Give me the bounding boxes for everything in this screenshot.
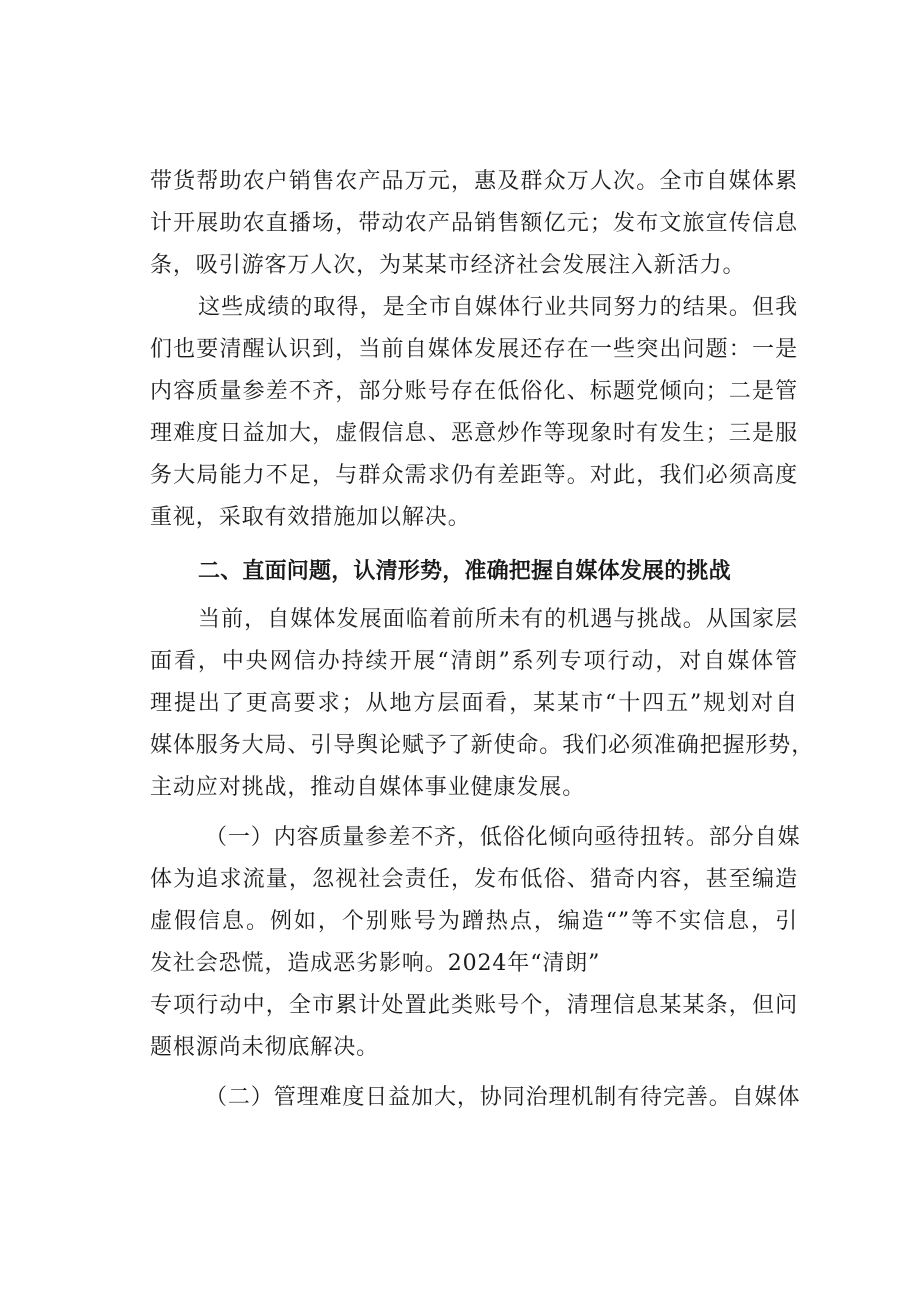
text-line: 理提出了更高要求；从地方层面看，某某市“十四五”规划对自 bbox=[150, 691, 798, 716]
text-line: 面看，中央网信办持续开展“清朗”系列专项行动，对自媒体管 bbox=[150, 649, 798, 674]
text-line: 虚假信息。例如，个别账号为蹭热点，编造“”等不实信息，引 bbox=[150, 909, 798, 934]
text-line: 媒体服务大局、引导舆论赋予了新使命。我们必须准确把握形势， bbox=[150, 733, 815, 758]
paragraph-first-line: 当前，自媒体发展面临着前所未有的机遇与挑战。从国家层 bbox=[198, 607, 798, 632]
text-line: 题根源尚未彻底解决。 bbox=[150, 1035, 380, 1060]
section-heading: 二、直面问题，认清形势，准确把握自媒体发展的挑战 bbox=[198, 559, 731, 584]
text-line: 内容质量参差不齐，部分账号存在低俗化、标题党倾向；二是管 bbox=[150, 379, 798, 404]
text-line: 主动应对挑战，推动自媒体事业健康发展。 bbox=[150, 775, 586, 800]
paragraph-first-line: 这些成绩的取得，是全市自媒体行业共同努力的结果。但我 bbox=[198, 295, 798, 320]
subsection-first-line: （一）内容质量参差不齐，低俗化倾向亟待扭转。部分自媒 bbox=[205, 825, 801, 850]
text-line: 专项行动中，全市累计处置此类账号个，清理信息某某条，但问 bbox=[150, 993, 798, 1018]
text-line: 们也要清醒认识到，当前自媒体发展还存在一些突出问题：一是 bbox=[150, 337, 798, 362]
subsection-first-line: （二）管理难度日益加大，协同治理机制有待完善。自媒体 bbox=[205, 1085, 801, 1110]
text-line: 计开展助农直播场，带动农产品销售额亿元；发布文旅宣传信息 bbox=[150, 211, 798, 236]
text-line: 务大局能力不足，与群众需求仍有差距等。对此，我们必须高度 bbox=[150, 463, 798, 488]
text-line: 带货帮助农户销售农产品万元，惠及群众万人次。全市自媒体累 bbox=[150, 169, 798, 194]
text-line: 重视，采取有效措施加以解决。 bbox=[150, 505, 471, 530]
text-line: 条，吸引游客万人次，为某某市经济社会发展注入新活力。 bbox=[150, 253, 746, 278]
text-line: 体为追求流量，忽视社会责任，发布低俗、猎奇内容，甚至编造 bbox=[150, 867, 798, 892]
text-line: 理难度日益加大，虚假信息、恶意炒作等现象时有发生；三是服 bbox=[150, 421, 798, 446]
text-line: 发社会恐慌，造成恶劣影响。2024年“清朗” bbox=[150, 951, 601, 976]
